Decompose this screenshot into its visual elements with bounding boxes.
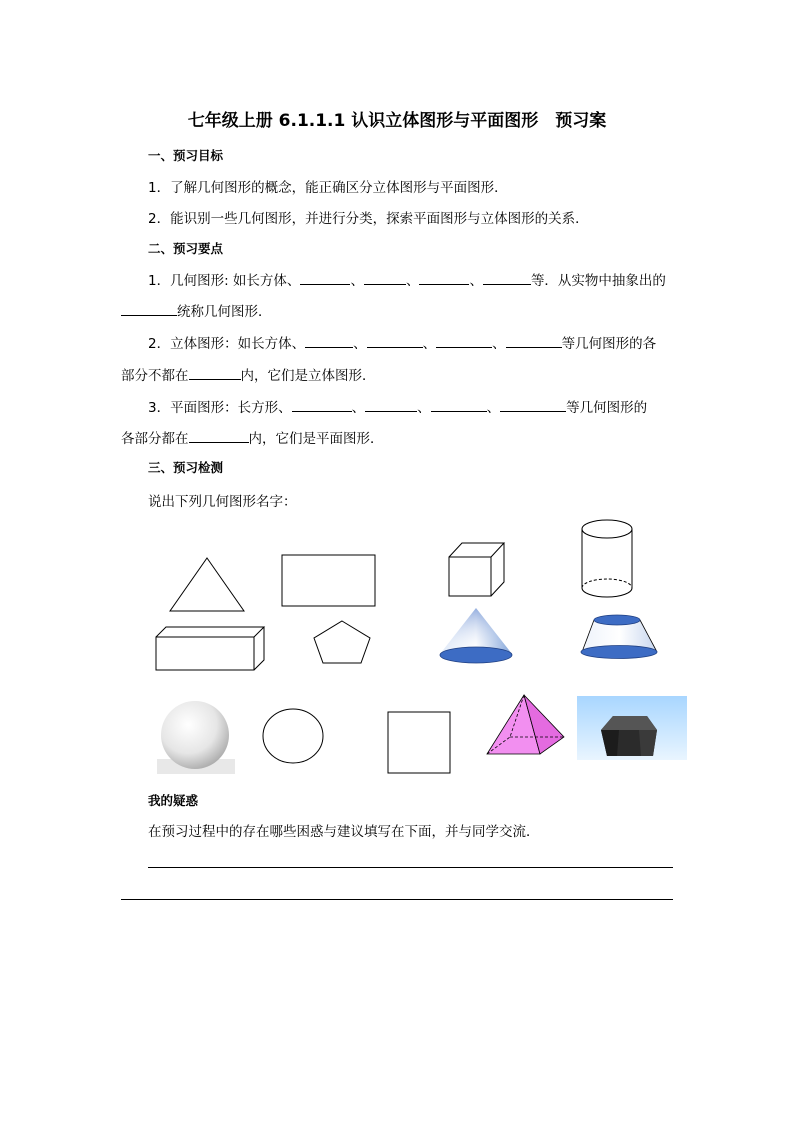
answer-blank[interactable] (367, 335, 423, 348)
circle-figure (261, 707, 325, 765)
point-2-tail: 等几何图形的各 (561, 336, 657, 352)
point-3-line-2 (121, 427, 384, 447)
point-3-tail: 等几何图形的 (566, 400, 648, 416)
answer-blank[interactable] (189, 367, 241, 380)
page-title: 七年级上册 6.1.1.1 认识立体图形与平面图形 预习案 (187, 111, 607, 131)
answer-blank[interactable] (483, 272, 531, 285)
answer-line[interactable] (121, 899, 673, 900)
separator: 、 (469, 273, 483, 289)
answer-blank[interactable] (292, 399, 352, 412)
polyhedron-image (577, 696, 687, 760)
triangle-figure (166, 556, 248, 614)
pentagon-figure (312, 619, 374, 665)
answer-line[interactable] (148, 867, 673, 868)
point-3-line-1 (148, 396, 647, 416)
separator: 、 (353, 336, 367, 352)
cone-figure (436, 606, 516, 666)
point-3-cont: 各部分都在 (121, 431, 189, 447)
cylinder-figure (578, 518, 636, 600)
rectangle-figure (280, 554, 378, 608)
sphere-figure (157, 699, 235, 774)
point-1-tail: 等．从实物中抽象出的 (530, 273, 666, 289)
point-3-end: 内，它们是平面图形． (248, 431, 384, 447)
point-1-lead: 1．几何图形: 如长方体、 (148, 273, 301, 289)
check-prompt: 说出下列几何图形名字： (148, 494, 297, 510)
answer-blank[interactable] (506, 335, 562, 348)
point-2-line-1 (148, 332, 656, 352)
doubts-heading: 我的疑惑 (148, 793, 199, 808)
answer-blank[interactable] (305, 335, 353, 348)
doubts-text: 在预习过程中的存在哪些困惑与建议填写在下面，并与同学交流． (148, 824, 540, 840)
point-2-cont: 部分不都在 (121, 368, 189, 384)
point-2-end: 内，它们是立体图形． (240, 368, 376, 384)
point-2-line-2 (121, 364, 376, 384)
section-heading-goals: 一、预习目标 (148, 148, 224, 163)
section-heading-check: 三、预习检测 (148, 460, 224, 475)
pyramid-figure (484, 692, 568, 758)
answer-blank[interactable] (121, 303, 177, 316)
separator: 、 (486, 400, 501, 416)
point-1-end: 统称几何图形． (177, 304, 272, 320)
answer-blank[interactable] (436, 335, 492, 348)
answer-blank[interactable] (365, 399, 417, 412)
point-1-line-2 (121, 300, 272, 320)
separator: 、 (405, 273, 420, 289)
cuboid-figure (154, 624, 268, 672)
answer-blank[interactable] (419, 272, 469, 285)
section-heading-points: 二、预习要点 (148, 241, 224, 256)
separator: 、 (492, 336, 506, 352)
cube-figure (446, 540, 508, 598)
answer-blank[interactable] (189, 430, 249, 443)
separator: 、 (350, 273, 364, 289)
point-2-lead: 2．立体图形：如长方体、 (148, 336, 306, 352)
frustum-figure (578, 612, 662, 662)
answer-blank[interactable] (364, 272, 406, 285)
square-figure (386, 711, 452, 775)
point-1-line-1 (148, 269, 666, 289)
goal-item-2: 2．能识别一些几何图形，并进行分类，探索平面图形与立体图形的关系． (148, 211, 589, 227)
separator: 、 (417, 400, 431, 416)
point-3-lead: 3．平面图形：长方形、 (148, 400, 292, 416)
answer-blank[interactable] (300, 272, 350, 285)
answer-blank[interactable] (431, 399, 487, 412)
goal-item-1: 1．了解几何图形的概念，能正确区分立体图形与平面图形． (148, 180, 508, 196)
answer-blank[interactable] (500, 399, 566, 412)
separator: 、 (351, 400, 366, 416)
separator: 、 (422, 336, 437, 352)
